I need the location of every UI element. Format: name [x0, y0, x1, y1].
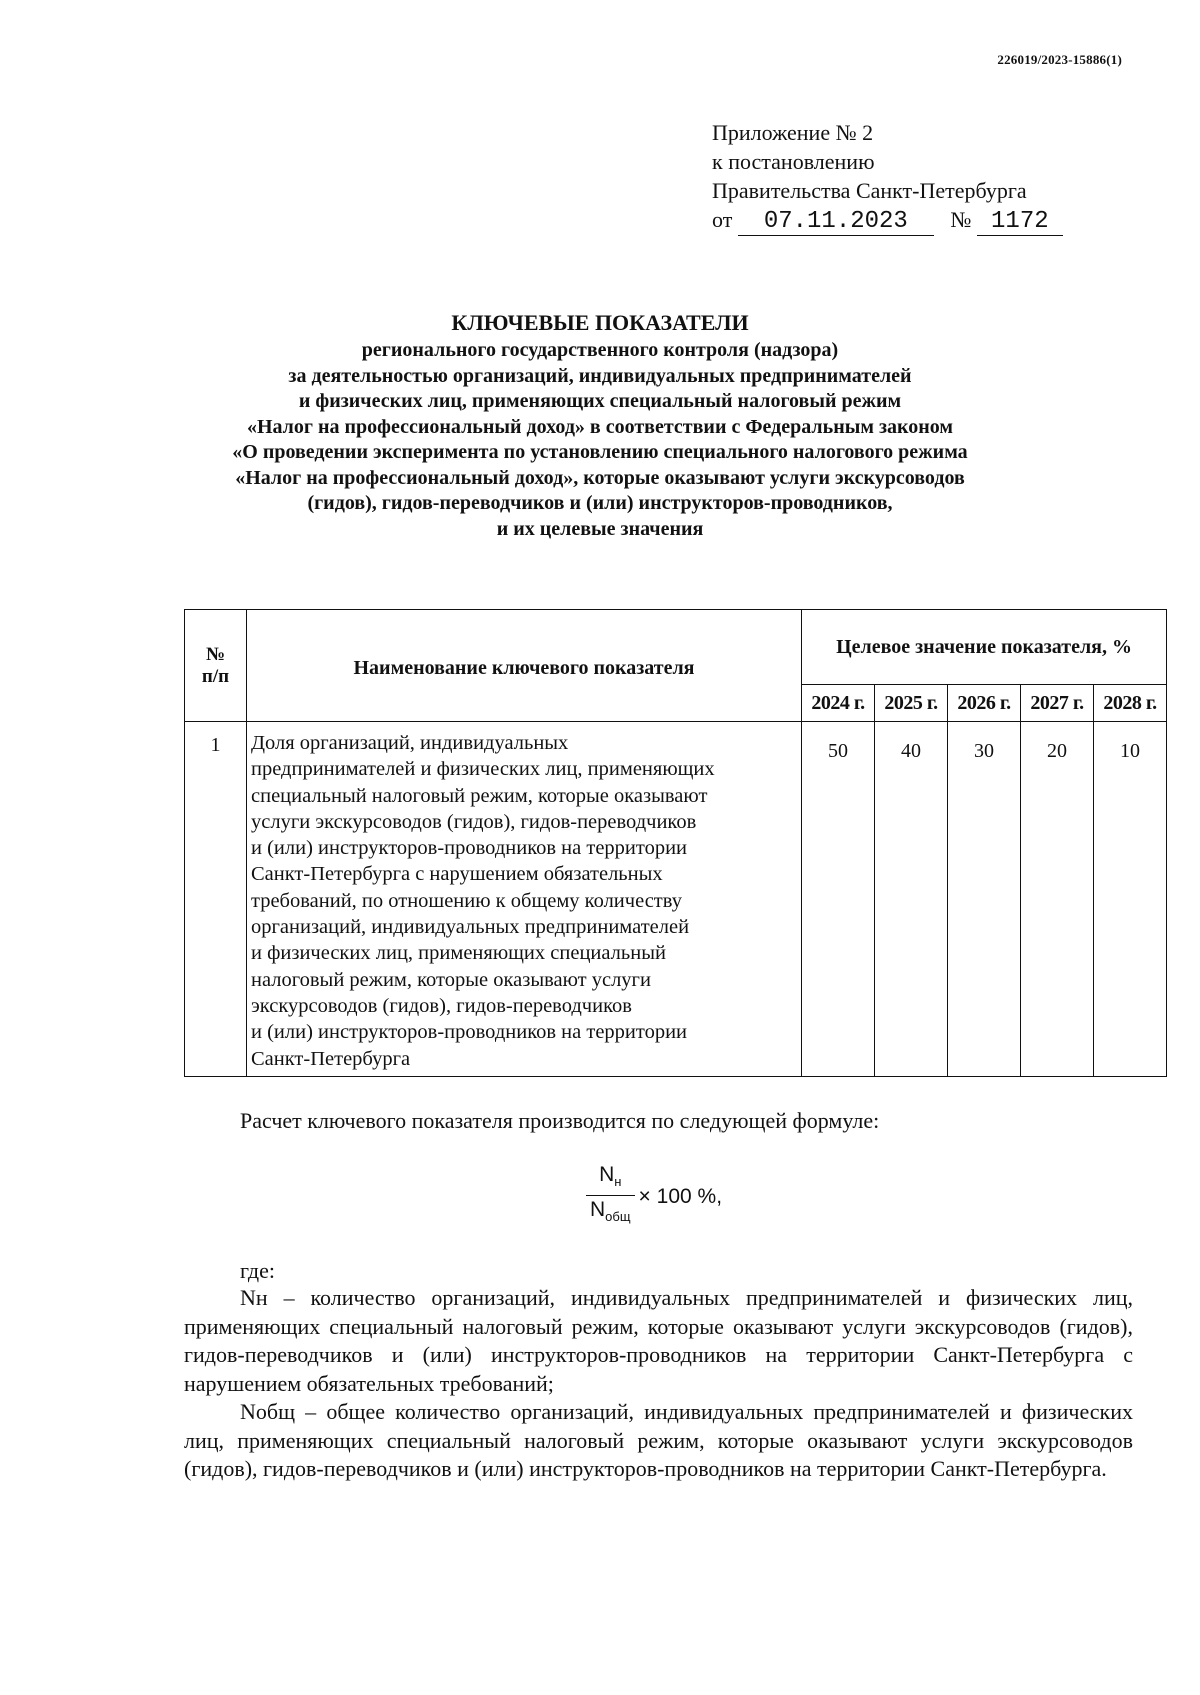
resolution-number: 1172 [977, 209, 1063, 236]
indicator-line: и (или) инструкторов-проводников на территории [251, 1021, 688, 1044]
title-subtitle [150, 338, 1050, 542]
title-line: «О проведении эксперимента по установлению специального налогового режима [232, 441, 968, 463]
title-line: за деятельностью организаций, индивидуальных предпринимателей [288, 364, 912, 387]
numerator-symbol: N [599, 1163, 615, 1186]
formula-numerator [586, 1162, 635, 1196]
title-line: и их целевые значения [496, 517, 704, 540]
row-number: 1 [185, 722, 247, 1077]
title-line: регионального государственного контроля (надзора) [361, 339, 839, 361]
number-prefix: № [950, 207, 972, 232]
header-year: 2024 г. [802, 685, 875, 722]
indicator-line: специальный налоговый режим, которые оказывают [251, 784, 708, 807]
header-year: 2027 г. [1021, 685, 1094, 722]
title-line: «Налог на профессиональный доход» в соответствии с Федеральным законом [246, 415, 954, 438]
value-2025: 40 [875, 722, 948, 1077]
header-number: № п/п [185, 610, 247, 722]
title-line: «Налог на профессиональный доход», которые оказывают услуги экскурсоводов [235, 466, 965, 489]
table-row [185, 722, 1167, 1077]
formula [586, 1162, 722, 1231]
header-year: 2025 г. [875, 685, 948, 722]
title-line: (гидов), гидов-переводчиков и (или) инструкторов-проводников, [307, 492, 893, 514]
appendix-date-line [712, 205, 1063, 236]
value-2024: 50 [802, 722, 875, 1077]
appendix-line-2: к постановлению [712, 149, 875, 174]
kpi-table [184, 609, 1167, 1077]
header-year: 2028 г. [1094, 685, 1167, 722]
header-target-value: Целевое значение показателя, % [802, 610, 1167, 685]
document-title [150, 308, 1050, 542]
header-indicator-name: Наименование ключевого показателя [247, 610, 802, 722]
indicator-line: требований, по отношению к общему количеству [251, 889, 682, 912]
denominator-symbol: N [590, 1198, 606, 1222]
indicator-line: налоговый режим, которые оказывают услуги [251, 968, 651, 991]
document-id: 226019/2023-15886(1) [997, 52, 1122, 67]
resolution-date: 07.11.2023 [738, 209, 934, 236]
formula-multiplier: × 100 %, [638, 1184, 723, 1208]
appendix-block [712, 118, 1063, 236]
formula-fraction [586, 1162, 635, 1231]
definition-n-violations: Nн – количество организаций, индивидуальных предпринимателей и физических лиц, применяющих специальный налоговый режим, которые оказывают услуги экскурсоводов (гидов), гидов-переводчиков и (или) инструкторов-проводников на территории Санкт-Петербурга с нарушением обязательных требований; [184, 1285, 1133, 1396]
value-2026: 30 [948, 722, 1021, 1077]
title-line: и физических лиц, применяющих специальный налоговый режим [298, 390, 902, 412]
row-indicator-name [247, 722, 802, 1077]
indicator-line: и (или) инструкторов-проводников на территории [251, 837, 688, 860]
indicator-line: Доля организаций, индивидуальных [251, 732, 569, 754]
appendix-line-3: Правительства Санкт-Петербурга [712, 178, 1027, 203]
indicator-line: услуги экскурсоводов (гидов), гидов-переводчиков [251, 810, 697, 833]
title-main: КЛЮЧЕВЫЕ ПОКАЗАТЕЛИ [451, 310, 749, 335]
indicator-line: Санкт-Петербурга с нарушением обязательных [251, 863, 663, 886]
indicator-line: предпринимателей и физических лиц, применяющих [251, 758, 715, 781]
value-2028: 10 [1094, 722, 1167, 1077]
indicator-line: и физических лиц, применяющих специальный [251, 942, 666, 965]
header-year: 2026 г. [948, 685, 1021, 722]
indicator-line: экскурсоводов (гидов), гидов-переводчиков [251, 994, 632, 1017]
indicator-line: Санкт-Петербурга [251, 1047, 411, 1070]
denominator-subscript: общ [605, 1209, 631, 1225]
indicator-line: организаций, индивидуальных предпринимателей [251, 916, 690, 939]
date-prefix: от [712, 207, 733, 232]
where-label: где: [240, 1258, 275, 1283]
appendix-line-1: Приложение № 2 [712, 120, 874, 145]
formula-denominator [586, 1196, 635, 1231]
numerator-subscript: н [614, 1174, 622, 1190]
value-2027: 20 [1021, 722, 1094, 1077]
definition-n-total: Nобщ – общее количество организаций, индивидуальных предпринимателей и физических лиц, применяющих специальный налоговый режим, которые оказывают услуги экскурсоводов (гидов), гидов-переводчиков и (или) инструкторов-проводников на территории Санкт-Петербурга. [184, 1399, 1133, 1481]
formula-intro: Расчет ключевого показателя производится по следующей формуле: [240, 1108, 880, 1133]
